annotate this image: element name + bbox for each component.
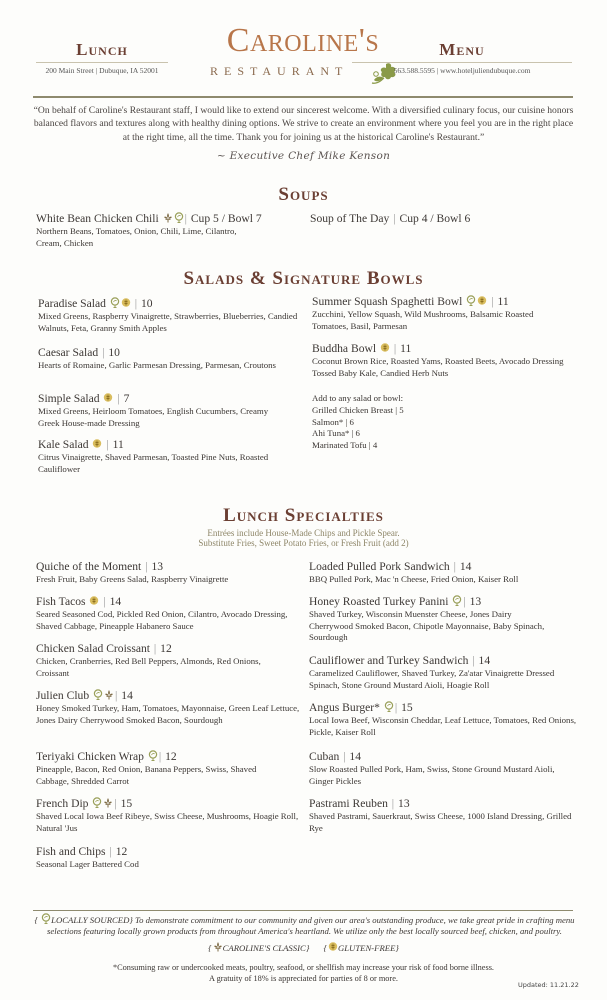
locally-sourced-icon	[466, 295, 476, 306]
item-name: Paradise Salad	[38, 297, 106, 310]
divider	[36, 62, 168, 63]
item-name: Quiche of the Moment	[36, 560, 142, 573]
locally-sourced-icon	[384, 701, 394, 712]
item-name: Cauliflower and Turkey Sandwich	[309, 654, 469, 667]
item-name: Teriyaki Chicken Wrap	[36, 750, 144, 763]
icon-legend	[0, 941, 607, 953]
header-divider	[33, 96, 573, 98]
item-price: 15	[120, 797, 133, 810]
menu-item: Pastrami Reuben | 13 Shaved Pastrami, Sauerkraut, Swiss Cheese, 1000 Island Dressing, Grilled Rye	[309, 797, 579, 834]
item-name: Loaded Pulled Pork Sandwich	[309, 560, 450, 573]
item-name: Honey Roasted Turkey Panini	[309, 595, 449, 608]
addon-item: Ahi Tuna* | 6	[312, 428, 360, 439]
menu-item: Buddha Bowl | 11 Coconut Brown Rice, Roasted Yams, Roasted Beets, Avocado Dressing Tossed Baby Kale, Candied Herb Nuts	[312, 342, 574, 379]
locally-sourced-icon	[92, 797, 102, 808]
item-name: Summer Squash Spaghetti Bowl	[312, 295, 463, 308]
gluten-free-icon	[121, 297, 131, 308]
menu-item: Kale Salad | 11 Citrus Vinaigrette, Shaved Parmesan, Toasted Pine Nuts, Roasted Cauliflower	[38, 438, 283, 475]
menu-label: Menu	[439, 40, 485, 59]
menu-header	[0, 0, 607, 98]
item-price: 14	[459, 560, 472, 573]
item-price: 12	[160, 642, 172, 655]
menu-item: Soup of The Day | Cup 4 / Bowl 6	[310, 212, 471, 225]
locally-sourced-icon	[41, 913, 51, 924]
item-price: Cup 5 / Bowl 7	[190, 212, 262, 225]
item-description: Citrus Vinaigrette, Shaved Parmesan, Toasted Pine Nuts, Roasted Cauliflower	[38, 452, 269, 474]
item-name: Julien Club	[36, 689, 90, 702]
item-price: 7	[123, 392, 130, 405]
gluten-free-icon	[92, 438, 102, 449]
item-description: Seasonal Lager Battered Cod	[36, 859, 139, 869]
carolines-classic-icon	[103, 797, 113, 808]
item-name: Soup of The Day	[310, 212, 390, 225]
gluten-free-icon	[477, 295, 487, 306]
item-name: Caesar Salad	[38, 346, 99, 359]
item-description: Shaved Pastrami, Sauerkraut, Swiss Cheese, 1000 Island Dressing, Grilled Rye	[309, 811, 572, 833]
logo-name: Caroline's	[226, 22, 380, 59]
item-name: Simple Salad	[38, 392, 100, 405]
locally-sourced-icon	[110, 297, 120, 308]
addon-item: Marinated Tofu | 4	[312, 440, 378, 451]
legend-classic: { CAROLINE'S CLASSIC}	[208, 943, 310, 953]
menu-item: Cauliflower and Turkey Sandwich | 14 Caramelized Cauliflower, Shaved Turkey, Za'atar Vinaigrette Dressed Spinach, Stone Ground Mustard Aioli, Hoagie Roll	[309, 654, 579, 691]
addon-item: Salmon* | 6	[312, 416, 354, 427]
header-right	[352, 40, 572, 75]
welcome-message: “On behalf of Caroline's Restaurant staff, I would like to extend our sincerest welcome. With a diversified culinary focus, our cuisine honors balanced flavors and textures along with healthy dining options. We strive to create an environment where you feel you are in the right place at the right time, all the time. Thank you for joining us at the historical Caroline's Restaurant.”	[33, 105, 574, 143]
item-name: Fish and Chips	[36, 845, 106, 858]
item-description: BBQ Pulled Pork, Mac 'n Cheese, Fried Onion, Kaiser Roll	[309, 574, 519, 584]
header-left	[36, 40, 168, 75]
item-description: Hearts of Romaine, Garlic Parmesan Dressing, Parmesan, Croutons	[38, 360, 276, 370]
locally-sourced-text: To demonstrate commitment to our community and given our area's outstanding produce, we take great pride in crafting menu selections featuring locally grown products from throughout America's heartland. We utilize only the best locally sourced beef, chicken, and poultry.	[47, 915, 575, 937]
item-description: Pineapple, Bacon, Red Onion, Banana Peppers, Swiss, Shaved Cabbage, Shredded Carrot	[36, 764, 257, 786]
section-title-salads: Salads & Signature Bowls	[183, 268, 424, 289]
gratuity-note: A gratuity of 18% is appreciated for parties of 8 or more.	[209, 974, 398, 983]
disclaimer	[0, 962, 607, 984]
divider	[352, 62, 572, 63]
locally-sourced-note: { LOCALLY SOURCED} To demonstrate commitment to our community and given our area's outstanding produce, we take great pride in crafting menu selections featuring locally grown products from throughout America's heartland. We utilize only the best locally sourced beef, chicken, and poultry.	[34, 915, 575, 937]
menu-item: Julien Club | 14 Honey Smoked Turkey, Ham, Tomatoes, Mayonnaise, Green Leaf Lettuce, Jones Dairy Cherrywood Smoked Bacon, Sourdough	[36, 689, 300, 725]
item-description: Slow Roasted Pulled Pork, Ham, Swiss, Stone Ground Mustard Aioli, Ginger Pickles	[309, 764, 555, 786]
menu-item: Cuban | 14 Slow Roasted Pulled Pork, Ham, Swiss, Stone Ground Mustard Aioli, Ginger Pickles	[309, 750, 571, 787]
legend-gluten-free: { GLUTEN-FREE}	[323, 943, 399, 953]
gluten-free-icon	[103, 392, 113, 403]
item-price: 13	[469, 595, 482, 608]
carolines-classic-icon	[163, 212, 173, 223]
menu-item: Chicken Salad Croissant | 12 Chicken, Cranberries, Red Bell Peppers, Almonds, Red Onions, Croissant	[36, 642, 266, 679]
item-name: Kale Salad	[38, 438, 89, 451]
gluten-free-icon	[89, 595, 99, 606]
item-description: Mixed Greens, Raspberry Vinaigrette, Strawberries, Blueberries, Candied Walnuts, Feta, Granny Smith Apples	[38, 311, 298, 333]
item-price: 11	[400, 342, 412, 355]
menu-item: Fish and Chips | 12 Seasonal Lager Battered Cod	[36, 845, 276, 871]
addons-heading: Add to any salad or bowl:	[312, 393, 404, 403]
item-price: Cup 4 / Bowl 6	[399, 212, 471, 225]
item-description: Caramelized Cauliflower, Shaved Turkey, Za'atar Vinaigrette Dressed Spinach, Stone Ground Mustard Aioli, Hoagie Roll	[309, 668, 555, 690]
menu-item: Teriyaki Chicken Wrap | 12 Pineapple, Bacon, Red Onion, Banana Peppers, Swiss, Shaved Cabbage, Shredded Carrot	[36, 750, 276, 787]
contact-info: 563.588.5595 | www.hoteljuliendubuque.com	[393, 66, 531, 75]
item-name: White Bean Chicken Chili	[36, 212, 159, 225]
locally-sourced-icon	[93, 689, 103, 700]
item-price: 14	[121, 689, 133, 702]
item-name: Cuban	[309, 750, 340, 763]
section-title-specialties: Lunch Specialties	[223, 505, 384, 526]
gluten-free-icon	[380, 342, 390, 353]
menu-item: Summer Squash Spaghetti Bowl | 11 Zucchini, Yellow Squash, Wild Mushrooms, Balsamic Roasted Tomatoes, Basil, Parmesan	[312, 295, 552, 332]
locally-sourced-icon	[452, 595, 462, 606]
item-price: 14	[478, 654, 491, 667]
item-description: Mixed Greens, Heirloom Tomatoes, English Cucumbers, Creamy Greek House-made Dressing	[38, 406, 269, 428]
menu-item: Angus Burger* | 15 Local Iowa Beef, Wisconsin Cheddar, Leaf Lettuce, Tomatoes, Red Onions, Pickle, Kaiser Roll	[309, 701, 579, 738]
locally-sourced-label: LOCALLY SOURCED	[51, 915, 130, 925]
item-name: Angus Burger*	[309, 701, 380, 714]
logo-subtitle: RESTAURANT	[210, 64, 349, 78]
item-name: Chicken Salad Croissant	[36, 642, 150, 655]
item-name: Fish Tacos	[36, 595, 86, 608]
menu-item: Loaded Pulled Pork Sandwich | 14 BBQ Pulled Pork, Mac 'n Cheese, Fried Onion, Kaiser Roll	[309, 560, 579, 586]
menu-item: White Bean Chicken Chili | Cup 5 / Bowl 7 Northern Beans, Tomatoes, Onion, Chili, Lime, Cilantro, Cream, Chicken	[36, 212, 262, 248]
item-description: Chicken, Cranberries, Red Bell Peppers, Almonds, Red Onions, Croissant	[36, 656, 261, 678]
food-safety-warning: *Consuming raw or undercooked meats, poultry, seafood, or shellfish may increase your risk of food borne illness.	[112, 963, 495, 972]
menu-item: Quiche of the Moment | 13 Fresh Fruit, Baby Greens Salad, Raspberry Vinaigrette	[36, 560, 301, 586]
locally-sourced-icon	[148, 750, 158, 761]
updated-date: Updated: 11.21.22	[518, 981, 579, 989]
chef-signature: ~ Executive Chef Mike Kenson	[216, 150, 391, 162]
item-price: 11	[112, 438, 124, 451]
item-description: Local Iowa Beef, Wisconsin Cheddar, Leaf Lettuce, Tomatoes, Red Onions, Pickle, Kaiser Roll	[309, 715, 577, 737]
item-description: Shaved Turkey, Wisconsin Muenster Cheese, Jones Dairy Cherrywood Smoked Bacon, Chipotle Mayonnaise, Baby Spinach, Sourdough	[309, 609, 545, 642]
specialties-note-line1: Entrées include House-Made Chips and Pickle Spear.	[207, 528, 400, 538]
carolines-classic-icon	[213, 941, 223, 952]
item-price: 14	[349, 750, 362, 763]
menu-item: Honey Roasted Turkey Panini | 13 Shaved Turkey, Wisconsin Muenster Cheese, Jones Dairy Cherrywood Smoked Bacon, Chipotle Mayonnaise, Baby Spinach, Sourdough	[309, 595, 554, 644]
item-description: Northern Beans, Tomatoes, Onion, Chili, Lime, Cilantro, Cream, Chicken	[36, 226, 237, 248]
address: 200 Main Street | Dubuque, IA 52001	[45, 66, 159, 75]
menu-item: Simple Salad | 7 Mixed Greens, Heirloom Tomatoes, English Cucumbers, Creamy Greek House-made Dressing	[38, 392, 278, 429]
item-description: Shaved Local Iowa Beef Ribeye, Swiss Cheese, Mushrooms, Hoagie Roll, Natural 'Jus	[36, 811, 299, 833]
item-description: Zucchini, Yellow Squash, Wild Mushrooms, Balsamic Roasted Tomatoes, Basil, Parmesan	[312, 309, 534, 331]
footer-divider	[33, 910, 573, 911]
item-price: 10	[108, 346, 120, 359]
salad-addons	[312, 393, 404, 452]
menu-item: French Dip | 15 Shaved Local Iowa Beef Ribeye, Swiss Cheese, Mushrooms, Hoagie Roll, Natural 'Jus	[36, 797, 301, 834]
lunch-label: Lunch	[76, 40, 128, 59]
item-description: Seared Seasoned Cod, Pickled Red Onion, Cilantro, Avocado Dressing, Shaved Cabbage, Pineapple Habanero Sauce	[36, 609, 288, 631]
item-price: 13	[151, 560, 164, 573]
item-price: 11	[497, 295, 509, 308]
item-price: 15	[401, 701, 413, 714]
item-price: 13	[398, 797, 410, 810]
addon-item: Grilled Chicken Breast | 5	[312, 404, 404, 415]
item-description: Coconut Brown Rice, Roasted Yams, Roasted Beets, Avocado Dressing Tossed Baby Kale, Candied Herb Nuts	[312, 356, 564, 378]
gluten-free-icon	[328, 941, 338, 952]
item-name: Pastrami Reuben	[309, 797, 388, 810]
menu-item: Caesar Salad | 10 Hearts of Romaine, Garlic Parmesan Dressing, Parmesan, Croutons	[38, 346, 283, 372]
item-price: 14	[109, 595, 122, 608]
specialties-note-line2: Substitute Fries, Sweet Potato Fries, or Fresh Fruit (add 2)	[198, 538, 409, 548]
item-name: Buddha Bowl	[312, 342, 377, 355]
item-name: French Dip	[36, 797, 89, 810]
menu-item: Paradise Salad | 10 Mixed Greens, Raspberry Vinaigrette, Strawberries, Blueberries, Candied Walnuts, Feta, Granny Smith Apples	[38, 297, 298, 333]
section-title-soups: Soups	[278, 184, 329, 205]
item-price: 10	[140, 297, 153, 310]
carolines-classic-icon	[104, 689, 114, 700]
menu-item: Fish Tacos | 14 Seared Seasoned Cod, Pickled Red Onion, Cilantro, Avocado Dressing, Shaved Cabbage, Pineapple Habanero Sauce	[36, 595, 301, 632]
item-price: 12	[115, 845, 128, 858]
item-price: 12	[165, 750, 177, 763]
locally-sourced-icon	[174, 212, 184, 223]
item-description: Honey Smoked Turkey, Ham, Tomatoes, Mayonnaise, Green Leaf Lettuce, Jones Dairy Cherrywood Smoked Bacon, Sourdough	[36, 703, 300, 725]
item-description: Fresh Fruit, Baby Greens Salad, Raspberry Vinaigrette	[36, 574, 229, 584]
